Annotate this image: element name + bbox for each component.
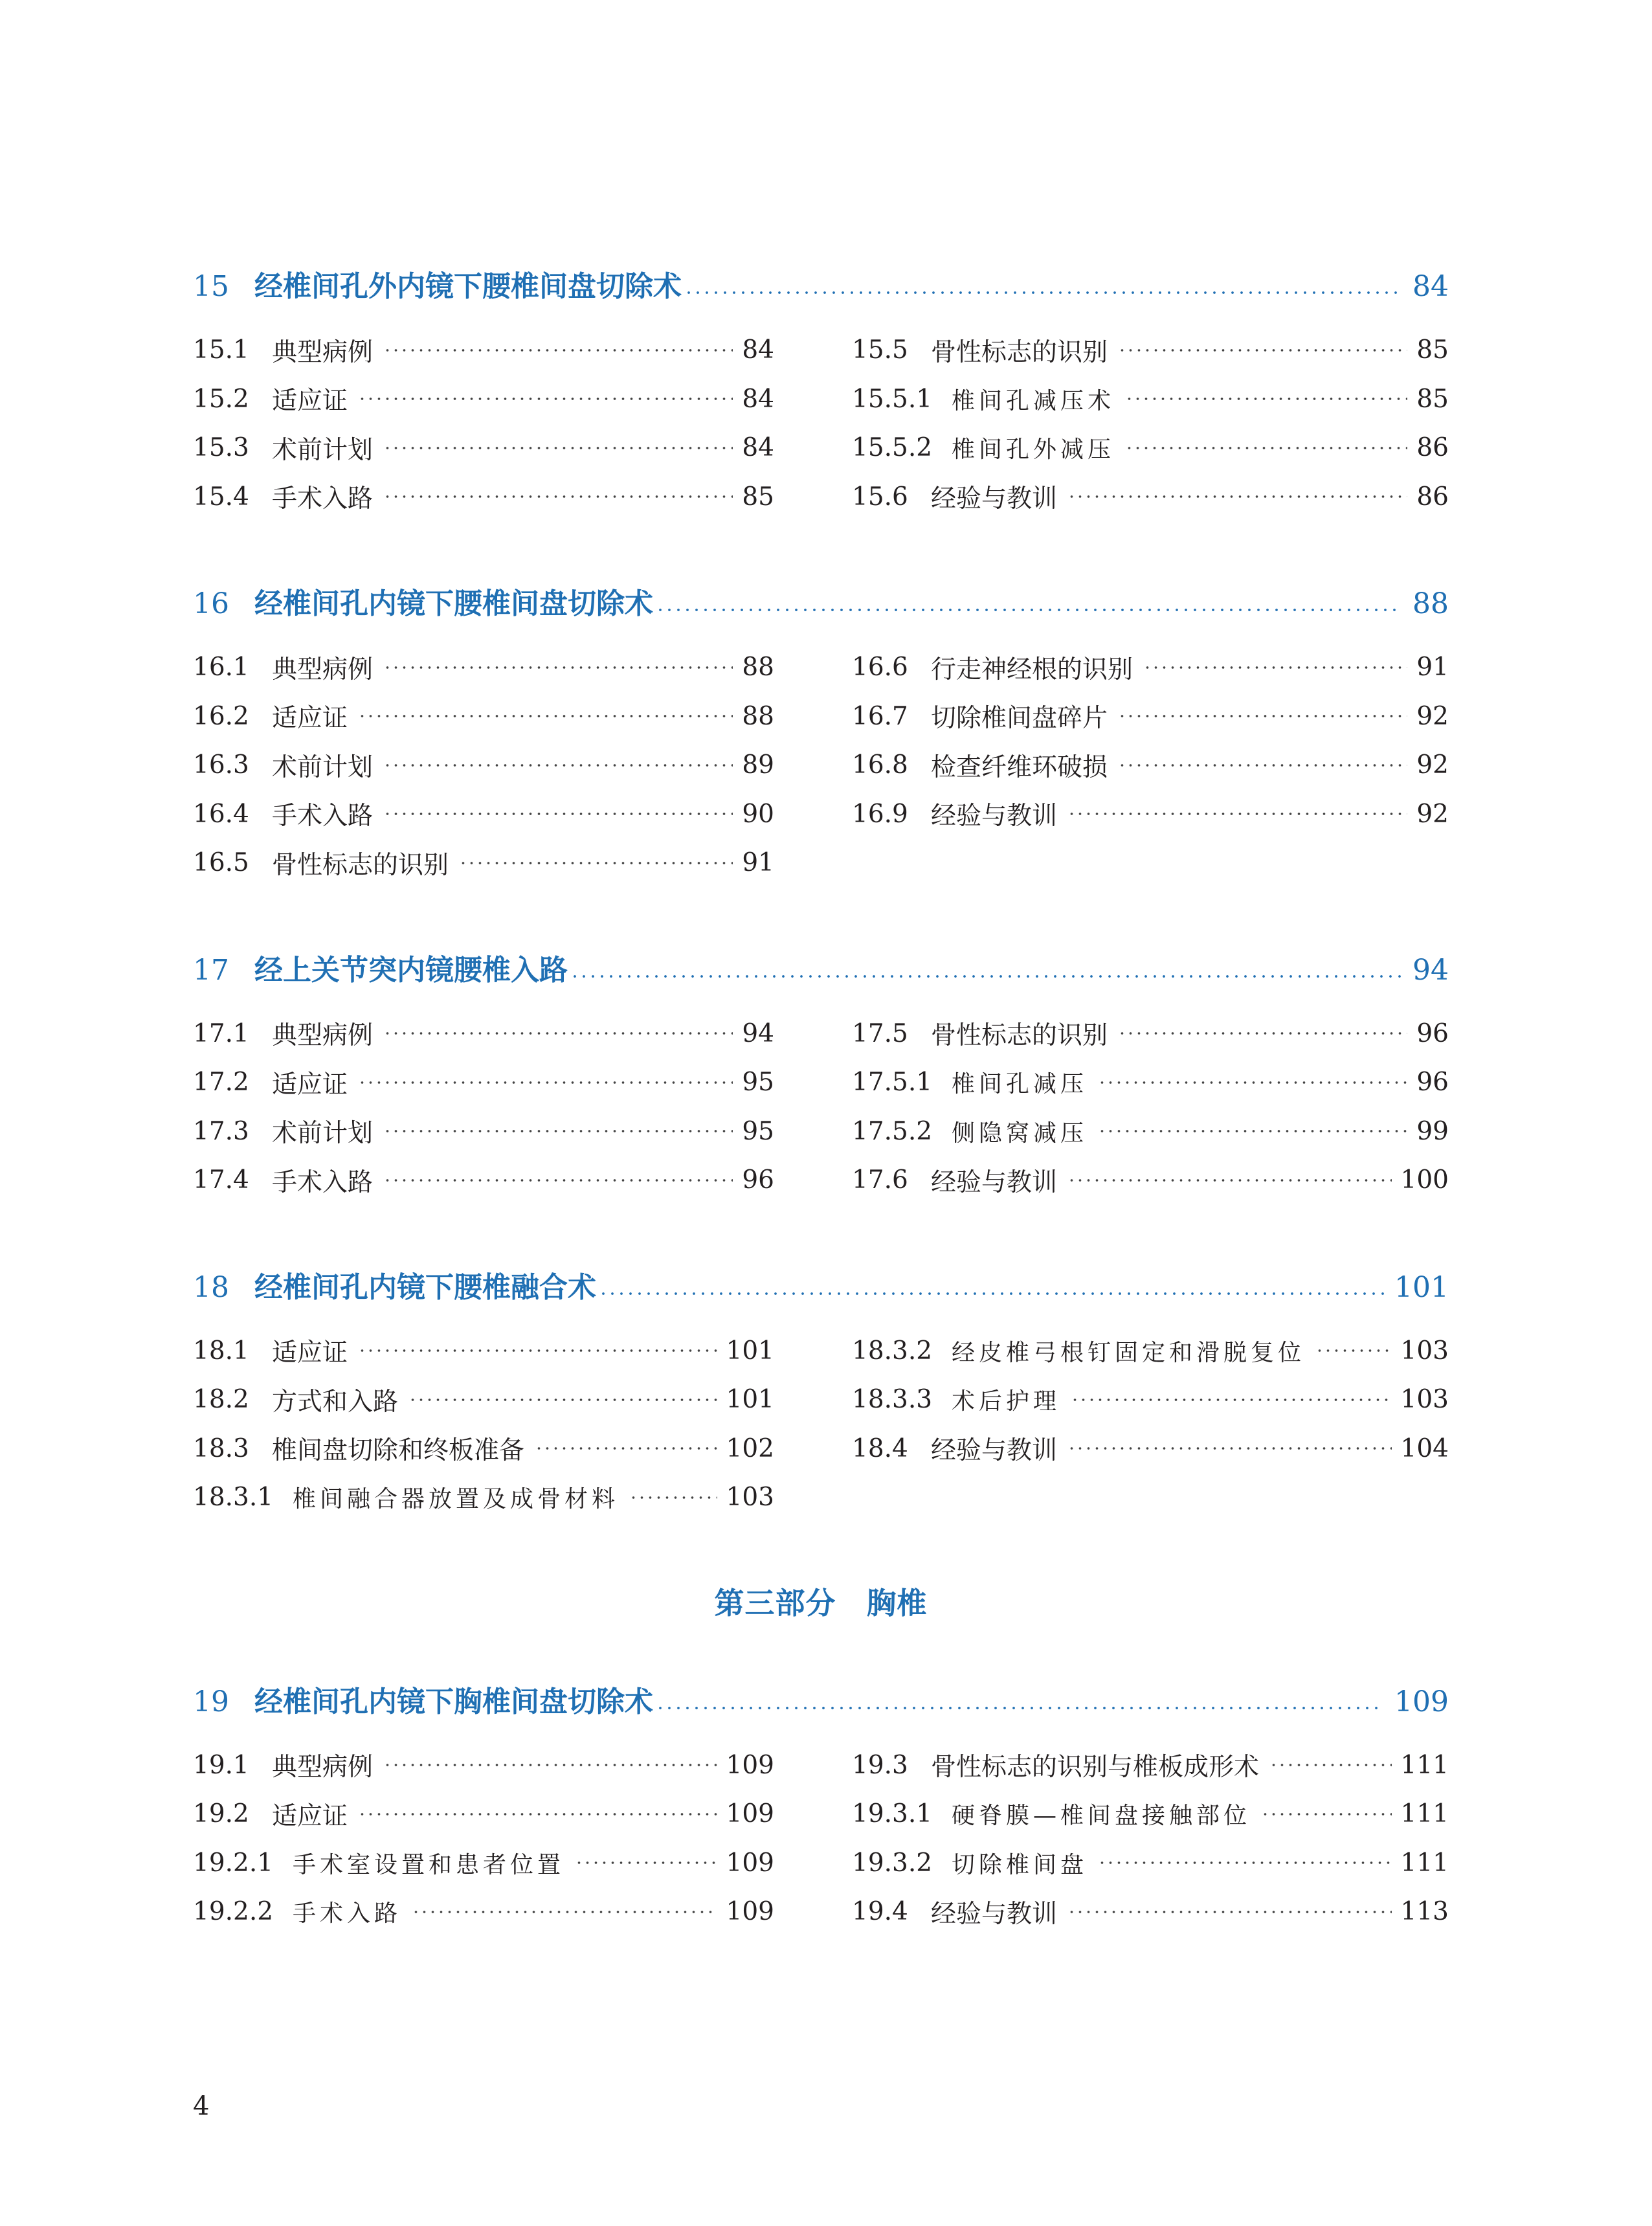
entry-number: 16.2 xyxy=(193,701,249,731)
entry-number: 15.5.2 xyxy=(852,433,933,463)
dot-leader xyxy=(459,860,733,866)
toc-entry[interactable] xyxy=(852,326,1449,375)
dot-leader xyxy=(535,1445,717,1452)
entries-column-right xyxy=(852,1327,1449,1522)
entry-page: 92 xyxy=(1416,750,1449,780)
entries-column-left xyxy=(193,1741,774,1937)
toc-entry[interactable] xyxy=(852,643,1449,692)
entry-title: 适应证 xyxy=(272,1338,348,1368)
entry-title: 典型病例 xyxy=(272,1021,374,1051)
toc-subentry[interactable] xyxy=(852,1058,1449,1107)
dot-leader xyxy=(383,1762,717,1768)
dot-leader xyxy=(1067,811,1407,817)
dot-leader xyxy=(1125,445,1407,451)
entry-number: 17.2 xyxy=(193,1068,249,1097)
toc-entry[interactable] xyxy=(852,1156,1449,1205)
dot-leader xyxy=(1098,1128,1407,1134)
dot-leader xyxy=(383,664,733,671)
section-entries xyxy=(193,1327,1449,1522)
entry-page: 95 xyxy=(742,1068,774,1097)
entry-title: 侧隐窝减压 xyxy=(952,1119,1088,1147)
toc-entry[interactable] xyxy=(193,1058,774,1107)
chapter-section xyxy=(193,573,1449,888)
entry-number: 19.2.1 xyxy=(193,1848,274,1878)
entry-number: 16.6 xyxy=(852,653,908,682)
entry-page: 86 xyxy=(1416,482,1449,512)
entry-title: 适应证 xyxy=(272,1801,348,1831)
entry-number: 17.5.2 xyxy=(852,1116,933,1146)
entry-title: 切除椎间盘 xyxy=(952,1851,1088,1878)
toc-subentry[interactable] xyxy=(852,1375,1449,1424)
entry-title: 适应证 xyxy=(272,704,348,734)
entry-page: 102 xyxy=(726,1433,774,1463)
entry-number: 18.4 xyxy=(852,1433,908,1463)
toc-entry[interactable] xyxy=(193,838,774,888)
entries-column-left xyxy=(193,1327,774,1522)
entry-title: 典型病例 xyxy=(272,1753,374,1782)
toc-entry[interactable] xyxy=(193,1375,774,1424)
entry-page: 94 xyxy=(742,1018,774,1048)
toc-subentry[interactable] xyxy=(193,1473,774,1522)
entry-number: 18.3.3 xyxy=(852,1385,933,1415)
toc-entry[interactable] xyxy=(852,790,1449,839)
entry-number: 16.4 xyxy=(193,799,249,829)
entry-title: 方式和入路 xyxy=(272,1387,399,1417)
entry-title: 适应证 xyxy=(272,387,348,416)
entry-number: 19.1 xyxy=(193,1750,249,1780)
entries-column-left xyxy=(193,643,774,888)
dot-leader xyxy=(383,493,733,500)
toc-subentry[interactable] xyxy=(852,1790,1449,1839)
entry-title: 手术入路 xyxy=(272,802,374,831)
entry-page: 109 xyxy=(726,1897,774,1927)
dot-leader xyxy=(1118,1030,1407,1037)
entry-title: 椎间孔减压术 xyxy=(952,387,1115,414)
chapter-section xyxy=(193,256,1449,521)
entry-number: 18.1 xyxy=(193,1336,249,1366)
chapter-page: 84 xyxy=(1412,270,1449,303)
entry-title: 椎间孔减压 xyxy=(952,1071,1088,1098)
entry-title: 术后护理 xyxy=(952,1388,1061,1415)
dot-leader xyxy=(358,1347,717,1354)
dot-leader xyxy=(1118,347,1407,354)
dot-leader xyxy=(408,1397,717,1403)
toc-subentry[interactable] xyxy=(852,423,1449,473)
entry-title: 手术入路 xyxy=(272,1167,374,1197)
entry-number: 18.3 xyxy=(193,1433,249,1463)
entries-column-right xyxy=(852,1741,1449,1937)
dot-leader xyxy=(358,713,733,719)
chapter-title: 经椎间孔内镜下腰椎间盘切除术 xyxy=(254,587,653,620)
entry-title: 典型病例 xyxy=(272,337,374,367)
entry-page: 84 xyxy=(742,433,774,463)
entry-title: 术前计划 xyxy=(272,1119,374,1149)
entry-title: 手术入路 xyxy=(293,1900,402,1928)
dot-leader xyxy=(1067,493,1407,500)
toc-entry[interactable] xyxy=(193,423,774,473)
entry-page: 96 xyxy=(1416,1068,1449,1097)
toc-entry[interactable] xyxy=(852,1741,1449,1790)
entry-title: 椎间盘切除和终板准备 xyxy=(272,1436,525,1466)
dot-leader xyxy=(1071,1397,1392,1403)
chapter-heading[interactable] xyxy=(193,1257,1449,1319)
entry-number: 15.5 xyxy=(852,335,908,365)
entry-number: 18.2 xyxy=(193,1385,249,1415)
entry-page: 113 xyxy=(1400,1897,1449,1927)
entry-number: 18.3.1 xyxy=(193,1483,274,1512)
entry-page: 100 xyxy=(1400,1165,1449,1195)
entry-page: 111 xyxy=(1400,1799,1449,1829)
dot-leader xyxy=(575,1860,717,1866)
entry-title: 经验与教训 xyxy=(931,1167,1058,1197)
entry-page: 101 xyxy=(726,1336,774,1366)
entry-page: 85 xyxy=(1416,384,1449,414)
entry-number: 17.5 xyxy=(852,1018,908,1048)
entry-number: 18.3.2 xyxy=(852,1336,933,1366)
entry-number: 19.4 xyxy=(852,1897,908,1927)
dot-leader xyxy=(1125,396,1407,402)
chapter-page: 101 xyxy=(1394,1270,1449,1304)
entry-page: 91 xyxy=(1416,653,1449,682)
dot-leader xyxy=(599,1290,1384,1297)
entry-page: 103 xyxy=(726,1483,774,1512)
toc-entry[interactable] xyxy=(193,692,774,741)
chapter-section xyxy=(193,939,1449,1205)
chapter-list xyxy=(193,256,1449,1522)
entry-page: 92 xyxy=(1416,701,1449,731)
dot-leader xyxy=(1269,1762,1392,1768)
dot-leader xyxy=(358,396,733,402)
chapter-number: 19 xyxy=(193,1685,229,1718)
entry-number: 15.4 xyxy=(193,482,249,512)
chapter-section xyxy=(193,1257,1449,1522)
toc-entry[interactable] xyxy=(193,741,774,790)
chapter-title: 经椎间孔内镜下腰椎融合术 xyxy=(254,1270,596,1304)
entry-title: 行走神经根的识别 xyxy=(931,655,1133,684)
entry-title: 骨性标志的识别与椎板成形术 xyxy=(931,1753,1260,1782)
entry-page: 95 xyxy=(742,1116,774,1146)
chapter-number: 18 xyxy=(193,1270,229,1304)
entry-page: 104 xyxy=(1400,1433,1449,1463)
dot-leader xyxy=(412,1909,717,1915)
dot-leader xyxy=(358,1079,733,1086)
chapter-title: 经椎间孔外内镜下腰椎间盘切除术 xyxy=(254,270,682,303)
entry-page: 88 xyxy=(742,701,774,731)
entry-page: 109 xyxy=(726,1799,774,1829)
section-entries xyxy=(193,1741,1449,1937)
entry-title: 骨性标志的识别 xyxy=(272,850,449,880)
page-number: 4 xyxy=(193,2091,210,2121)
dot-leader xyxy=(629,1494,717,1501)
dot-leader xyxy=(383,762,733,769)
toc-entry[interactable] xyxy=(852,741,1449,790)
chapter-title: 经椎间孔内镜下胸椎间盘切除术 xyxy=(254,1685,653,1718)
entries-column-left xyxy=(193,1009,774,1205)
dot-leader xyxy=(383,445,733,451)
entry-page: 90 xyxy=(742,799,774,829)
toc-entry[interactable] xyxy=(193,1790,774,1839)
entry-page: 92 xyxy=(1416,799,1449,829)
entry-title: 经验与教训 xyxy=(931,802,1058,831)
dot-leader xyxy=(383,1177,733,1184)
chapter-number: 17 xyxy=(193,953,229,987)
entry-number: 16.7 xyxy=(852,701,908,731)
entry-title: 典型病例 xyxy=(272,655,374,684)
entry-number: 17.1 xyxy=(193,1018,249,1048)
toc-subentry[interactable] xyxy=(193,1839,774,1888)
toc-subentry[interactable] xyxy=(852,375,1449,424)
entry-page: 85 xyxy=(742,482,774,512)
toc-entry[interactable] xyxy=(852,692,1449,741)
entry-number: 19.2.2 xyxy=(193,1897,274,1927)
entry-number: 16.5 xyxy=(193,848,249,878)
entry-title: 骨性标志的识别 xyxy=(931,1021,1108,1051)
entry-title: 手术室设置和患者位置 xyxy=(293,1851,565,1878)
dot-leader xyxy=(570,973,1402,980)
dot-leader xyxy=(1261,1811,1392,1817)
entry-title: 骨性标志的识别 xyxy=(931,337,1108,367)
entry-title: 经验与教训 xyxy=(931,1436,1058,1466)
toc-entry[interactable] xyxy=(193,1009,774,1059)
dot-leader xyxy=(656,1705,1384,1711)
entry-number: 16.1 xyxy=(193,653,249,682)
entry-page: 103 xyxy=(1400,1336,1449,1366)
chapter-section xyxy=(193,1671,1449,1937)
entry-title: 切除椎间盘碎片 xyxy=(931,704,1108,734)
toc-entry[interactable] xyxy=(193,790,774,839)
entry-page: 99 xyxy=(1416,1116,1449,1146)
chapter-page: 109 xyxy=(1394,1685,1449,1718)
chapter-number: 16 xyxy=(193,587,229,620)
entry-title: 硬脊膜—椎间盘接触部位 xyxy=(952,1803,1251,1830)
toc-subentry[interactable] xyxy=(852,1839,1449,1888)
section-entries xyxy=(193,1009,1449,1205)
entry-page: 96 xyxy=(1416,1018,1449,1048)
toc-entry[interactable] xyxy=(193,1156,774,1205)
chapter-list-part3 xyxy=(193,1671,1449,1937)
chapter-heading[interactable] xyxy=(193,939,1449,1002)
section-entries xyxy=(193,643,1449,888)
section-entries xyxy=(193,326,1449,521)
entry-number: 16.8 xyxy=(852,750,908,780)
dot-leader xyxy=(1118,713,1407,719)
entry-number: 15.5.1 xyxy=(852,384,933,414)
entry-page: 101 xyxy=(726,1385,774,1415)
chapter-page: 94 xyxy=(1412,953,1449,987)
entries-column-right xyxy=(852,326,1449,521)
chapter-number: 15 xyxy=(193,270,229,303)
entry-page: 111 xyxy=(1400,1750,1449,1780)
entry-title: 手术入路 xyxy=(272,484,374,514)
entry-title: 椎间孔外减压 xyxy=(952,436,1115,464)
toc-entry[interactable] xyxy=(193,375,774,424)
entry-number: 17.4 xyxy=(193,1165,249,1195)
entries-column-right xyxy=(852,643,1449,888)
entry-title: 经验与教训 xyxy=(931,484,1058,514)
dot-leader xyxy=(383,347,733,354)
entry-number: 19.3 xyxy=(852,1750,908,1780)
entries-column-right xyxy=(852,1009,1449,1205)
dot-leader xyxy=(383,1128,733,1134)
toc-entry[interactable] xyxy=(193,1424,774,1474)
dot-leader xyxy=(1143,664,1407,671)
dot-leader xyxy=(383,811,733,817)
entry-number: 16.9 xyxy=(852,799,908,829)
dot-leader xyxy=(358,1811,717,1817)
entry-page: 84 xyxy=(742,384,774,414)
entry-number: 19.2 xyxy=(193,1799,249,1829)
table-of-contents xyxy=(193,256,1449,1988)
toc-entry[interactable] xyxy=(193,326,774,375)
entry-title: 检查纤维环破损 xyxy=(931,752,1108,782)
entry-page: 84 xyxy=(742,335,774,365)
chapter-page: 88 xyxy=(1412,587,1449,620)
toc-entry[interactable] xyxy=(193,643,774,692)
entry-number: 15.3 xyxy=(193,433,249,463)
entry-number: 15.6 xyxy=(852,482,908,512)
toc-subentry[interactable] xyxy=(852,1327,1449,1376)
toc-entry[interactable] xyxy=(852,1009,1449,1059)
toc-entry[interactable] xyxy=(193,1107,774,1156)
chapter-heading[interactable] xyxy=(193,1671,1449,1733)
entry-page: 85 xyxy=(1416,335,1449,365)
entry-title: 椎间融合器放置及成骨材料 xyxy=(293,1486,620,1513)
toc-entry[interactable] xyxy=(193,1327,774,1376)
toc-entry[interactable] xyxy=(852,1424,1449,1474)
entry-page: 103 xyxy=(1400,1385,1449,1415)
entry-title: 经验与教训 xyxy=(931,1899,1058,1929)
entry-number: 15.1 xyxy=(193,335,249,365)
dot-leader xyxy=(1067,1445,1392,1452)
entry-page: 88 xyxy=(742,653,774,682)
dot-leader xyxy=(684,289,1402,296)
chapter-title: 经上关节突内镜腰椎入路 xyxy=(254,953,568,987)
entry-number: 19.3.1 xyxy=(852,1799,933,1829)
entry-page: 109 xyxy=(726,1848,774,1878)
part-title: 第三部分 胸椎 xyxy=(714,1585,928,1621)
toc-entry[interactable] xyxy=(852,473,1449,522)
entry-page: 86 xyxy=(1416,433,1449,463)
dot-leader xyxy=(383,1030,733,1037)
entry-number: 17.5.1 xyxy=(852,1068,933,1097)
entry-number: 15.2 xyxy=(193,384,249,414)
toc-subentry[interactable] xyxy=(852,1107,1449,1156)
toc-entry[interactable] xyxy=(852,1887,1449,1937)
entry-number: 17.6 xyxy=(852,1165,908,1195)
dot-leader xyxy=(1118,762,1407,769)
chapter-heading[interactable] xyxy=(193,573,1449,635)
entry-number: 19.3.2 xyxy=(852,1848,933,1878)
entry-page: 91 xyxy=(742,848,774,878)
entry-title: 术前计划 xyxy=(272,435,374,465)
toc-entry[interactable] xyxy=(193,1741,774,1790)
entry-page: 111 xyxy=(1400,1848,1449,1878)
dot-leader xyxy=(1098,1860,1392,1866)
entry-page: 89 xyxy=(742,750,774,780)
entry-title: 术前计划 xyxy=(272,752,374,782)
entry-page: 109 xyxy=(726,1750,774,1780)
entries-column-left xyxy=(193,326,774,521)
entry-title: 适应证 xyxy=(272,1070,348,1099)
toc-subentry[interactable] xyxy=(193,1887,774,1937)
entry-page: 96 xyxy=(742,1165,774,1195)
dot-leader xyxy=(1067,1909,1392,1915)
dot-leader xyxy=(656,607,1402,613)
dot-leader xyxy=(1315,1347,1392,1354)
entry-title: 经皮椎弓根钉固定和滑脱复位 xyxy=(952,1339,1306,1366)
toc-entry[interactable] xyxy=(193,473,774,522)
entry-number: 16.3 xyxy=(193,750,249,780)
entry-number: 17.3 xyxy=(193,1116,249,1146)
chapter-heading[interactable] xyxy=(193,256,1449,318)
dot-leader xyxy=(1067,1177,1392,1184)
dot-leader xyxy=(1098,1079,1407,1086)
